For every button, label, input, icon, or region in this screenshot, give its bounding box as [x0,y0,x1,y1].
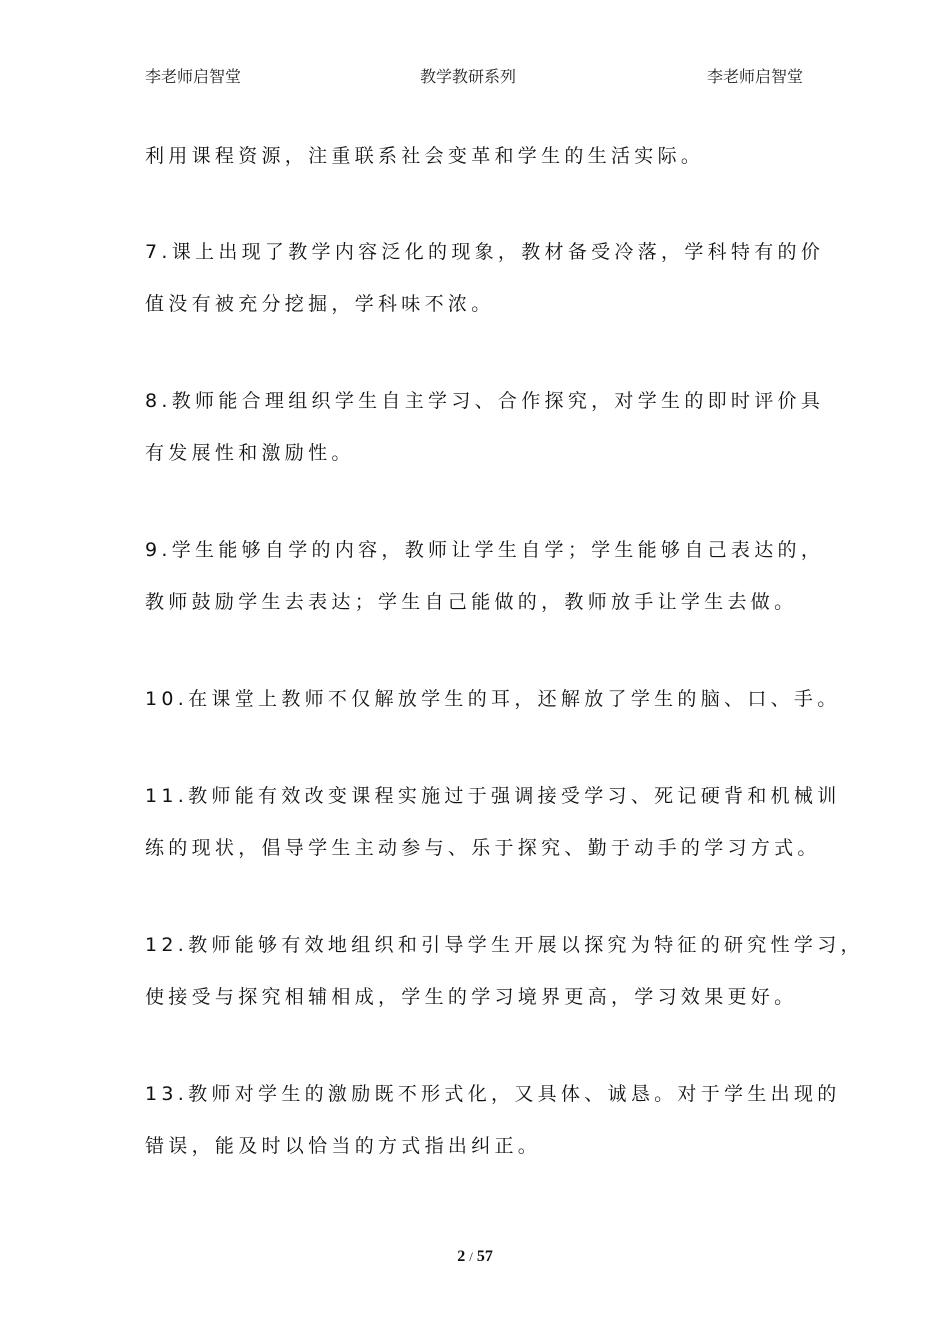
paragraph-line: 9.学生能够自学的内容，教师让学生自学；学生能够自己表达的， [145,539,825,561]
page-header [0,64,950,88]
paragraph-line: 有发展性和激励性。 [145,442,355,464]
paragraph-line: 8.教师能合理组织学生自主学习、合作探究，对学生的即时评价具 [145,390,825,412]
paragraph [145,673,841,725]
page-separator: / [469,1249,473,1264]
paragraph [145,1068,841,1172]
page-number [0,1248,950,1266]
paragraph-line: 错误，能及时以恰当的方式指出纠正。 [145,1135,542,1157]
paragraph-line: 练的现状，倡导学生主动参与、乐于探究、勤于动手的学习方式。 [145,837,821,859]
paragraph [145,770,841,874]
document-body [145,130,864,1217]
total-pages: 57 [476,1248,493,1265]
paragraph [145,524,825,628]
paragraph-line: 教师鼓励学生去表达；学生自己能做的，教师放手让学生去做。 [145,591,798,613]
paragraph-line: 值没有被充分挖掘，学科味不浓。 [145,293,495,315]
paragraph-line: 使接受与探究相辅相成，学生的学习境界更高，学习效果更好。 [145,986,798,1008]
header-center-text: 教学教研系列 [420,67,517,86]
paragraph-line: 12.教师能够有效地组织和引导学生开展以探究为特征的研究性学习， [145,934,864,956]
paragraph-line: 11.教师能有效改变课程实施过于强调接受学习、死记硬背和机械训 [145,785,841,807]
paragraph-line: 10.在课堂上教师不仅解放学生的耳，还解放了学生的脑、口、手。 [145,688,841,710]
paragraph [145,130,825,182]
paragraph-line: 13.教师对学生的激励既不形式化，又具体、诚恳。对于学生出现的 [145,1083,841,1105]
paragraph [145,375,825,479]
paragraph-line: 利用课程资源，注重联系社会变革和学生的生活实际。 [145,145,705,167]
header-left-text: 李老师启智堂 [145,67,242,86]
paragraph [145,226,825,330]
paragraph-line: 7.课上出现了教学内容泛化的现象，教材备受冷落，学科特有的价 [145,241,825,263]
header-right-text: 李老师启智堂 [707,67,804,86]
current-page: 2 [457,1248,466,1265]
paragraph [145,919,864,1023]
